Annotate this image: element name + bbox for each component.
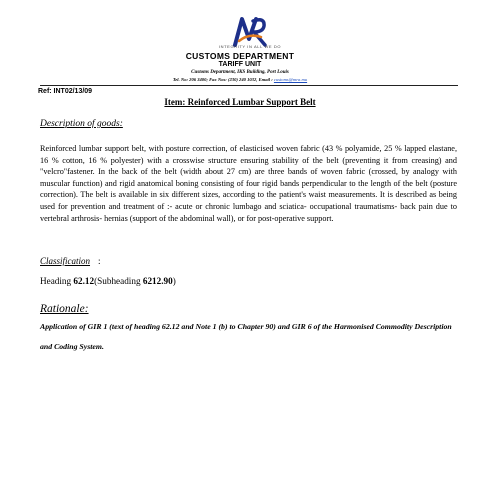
item-title: Item: Reinforced Lumbar Support Belt [164, 97, 316, 107]
subheading-prefix: (Subheading [94, 276, 143, 286]
classification-text [40, 276, 176, 286]
subheading-number: 6212.90 [142, 276, 173, 286]
classification-heading: Classification [40, 256, 91, 266]
classification-colon: : [98, 256, 101, 266]
classification-heading-line [40, 256, 90, 266]
contact-text: Tel. No: 206 3400; Fax Nos: (230) 240 1032, Email : [172, 77, 273, 82]
contact-line [0, 77, 480, 82]
rationale-text: Application of GIR 1 (text of heading 62.12 and Note 1 (b) to Chapter 90) and GIR 6 of the Harmonised Commodity Description and Coding System. [40, 322, 452, 351]
heading-prefix: Heading [40, 276, 74, 286]
address: Customs Department, IKS Building, Port Louis [191, 70, 289, 75]
header-divider [40, 85, 458, 86]
rationale-heading: Rationale: [40, 303, 89, 315]
heading-number: 62.12 [73, 276, 95, 286]
subheading-suffix: ) [172, 276, 176, 286]
unit-name: TARIFF UNIT [218, 61, 262, 68]
logo-tagline: INTEGRITY IN ALL WE DO [218, 44, 282, 49]
description-text: Reinforced lumbar support belt, with posture correction, of elasticised woven fabric (43 % polyamide, 25 % lapped elastane, 16 % cotton, 16 % polyester) with a crosswise structure ensuring stability of the belt (preventing it from creasing) and "velcro"fastener. In the back of the belt (width about 27 cm) are three bands of woven fabric (crossed, by analogy with muscular function) and rigid anatomical boning consisting of four rigid bands perpendicular to the length of the belt (posture correction). The belt is available in six different sizes, according to the patient's waist measurements. It is described as being used for prevention and treatment of :- acute or chronic lumbago and sciatica- occupational traumatisms- back pain due to vertebral arthrosis- hernias (support of the abdominal wall), or for post-operative support. [40, 144, 457, 223]
reference-number: Ref: INT02/13/09 [38, 88, 93, 95]
description-heading: Description of goods: [40, 119, 123, 129]
department-name: CUSTOMS DEPARTMENT [185, 51, 295, 61]
email-link[interactable]: customs@mra.mu [273, 77, 308, 82]
